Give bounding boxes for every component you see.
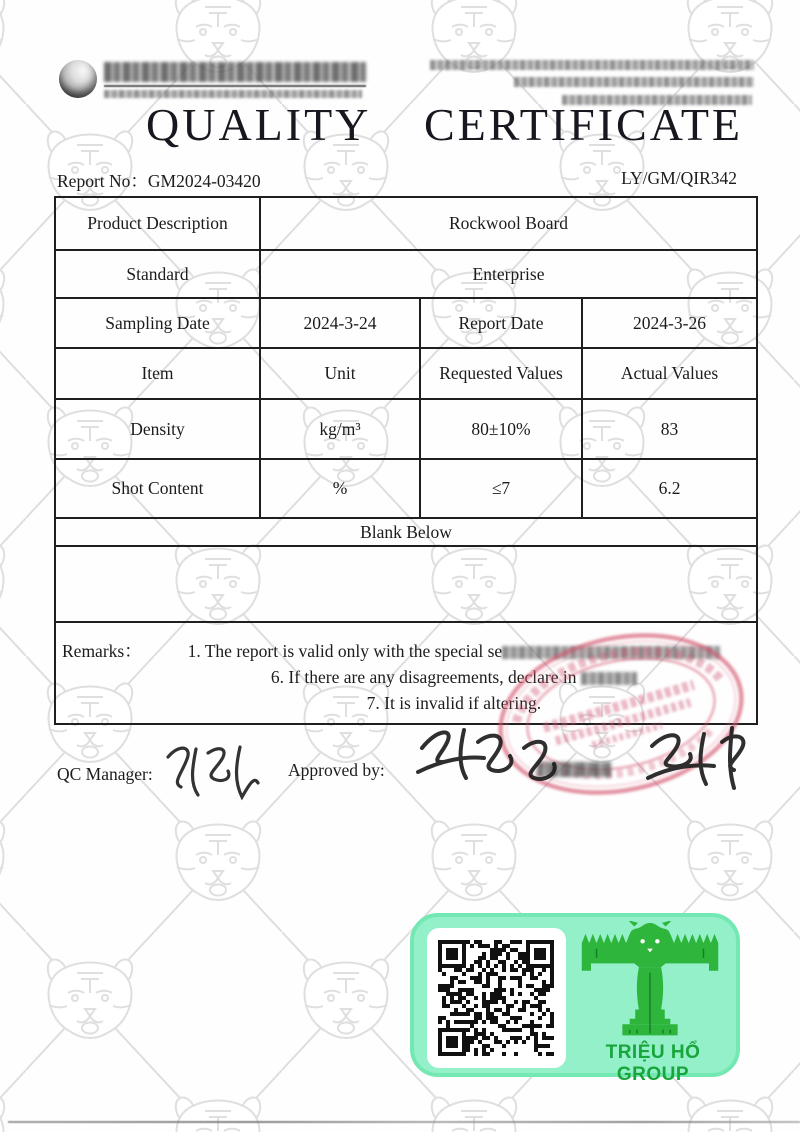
report-no-label: Report No： — [57, 171, 148, 191]
table-cell: % — [260, 459, 420, 518]
table-cell: Rockwool Board — [260, 197, 757, 250]
globe-logo-icon — [59, 60, 97, 98]
scan-artifact-line — [8, 1121, 800, 1123]
approved-signature-1 — [410, 718, 566, 796]
remarks-line-1-text: 1. The report is valid only with the special se — [187, 640, 503, 661]
remarks-line-2-text: 6. If there are any disagreements, declare in — [270, 666, 577, 687]
table-cell: 6.2 — [582, 459, 757, 518]
report-number — [57, 168, 261, 193]
table-cell: Standard — [55, 250, 260, 298]
approved-by-label: Approved by: — [288, 760, 385, 780]
group-name: TRIỆU HỔ GROUP — [605, 1042, 701, 1085]
footer-card — [410, 913, 740, 1085]
table-cell: kg/m³ — [260, 399, 420, 459]
tiger-logo-column — [570, 921, 736, 1085]
table-cell: Item — [55, 348, 260, 399]
table-cell: Product Description — [55, 197, 260, 250]
address-line-redacted — [430, 60, 754, 70]
table-cell: Shot Content — [55, 459, 260, 518]
table-cell: Enterprise — [260, 250, 757, 298]
table-cell-empty — [55, 546, 757, 622]
approved-signature-2 — [638, 720, 756, 798]
company-name-redacted — [104, 62, 366, 82]
doc-code: LY/GM/QIR342 — [621, 168, 737, 188]
table-cell: Requested Values — [420, 348, 582, 399]
table-row — [55, 546, 757, 622]
table-cell: Report Date — [420, 298, 582, 348]
table-row — [55, 298, 757, 348]
table-cell: 2024-3-24 — [260, 298, 420, 348]
report-line — [0, 168, 800, 192]
qc-signature — [160, 735, 272, 805]
table-cell: 80±10% — [420, 399, 582, 459]
table-cell: Density — [55, 399, 260, 459]
remarks-line-3: 7. It is invalid if altering. — [366, 692, 542, 713]
table-row — [55, 518, 757, 546]
remarks-label: Remarks： — [62, 640, 142, 661]
table-cell: ≤7 — [420, 459, 582, 518]
table-cell-blank-below: Blank Below — [55, 518, 757, 546]
report-no-value: GM2024-03420 — [147, 171, 261, 191]
title-word-quality: QUALITY — [146, 99, 372, 150]
company-subline-redacted — [104, 90, 362, 98]
table-row — [55, 250, 757, 298]
title-word-certificate: CERTIFICATE — [424, 99, 744, 150]
table-row — [55, 399, 757, 459]
tiger-t-logo — [570, 921, 730, 1039]
table-cell: Unit — [260, 348, 420, 399]
table-cell: 2024-3-26 — [582, 298, 757, 348]
table-row — [55, 197, 757, 250]
table-cell: 83 — [582, 399, 757, 459]
qc-manager-label: QC Manager: — [57, 764, 153, 784]
table-row — [55, 348, 757, 399]
table-cell: Sampling Date — [55, 298, 260, 348]
telfax-line-redacted — [514, 77, 754, 87]
table-row — [55, 459, 757, 518]
company-underline — [104, 85, 366, 87]
page-title — [0, 98, 800, 154]
qr-code — [427, 928, 566, 1068]
qr-code-svg — [438, 940, 554, 1056]
table-cell: Actual Values — [582, 348, 757, 399]
